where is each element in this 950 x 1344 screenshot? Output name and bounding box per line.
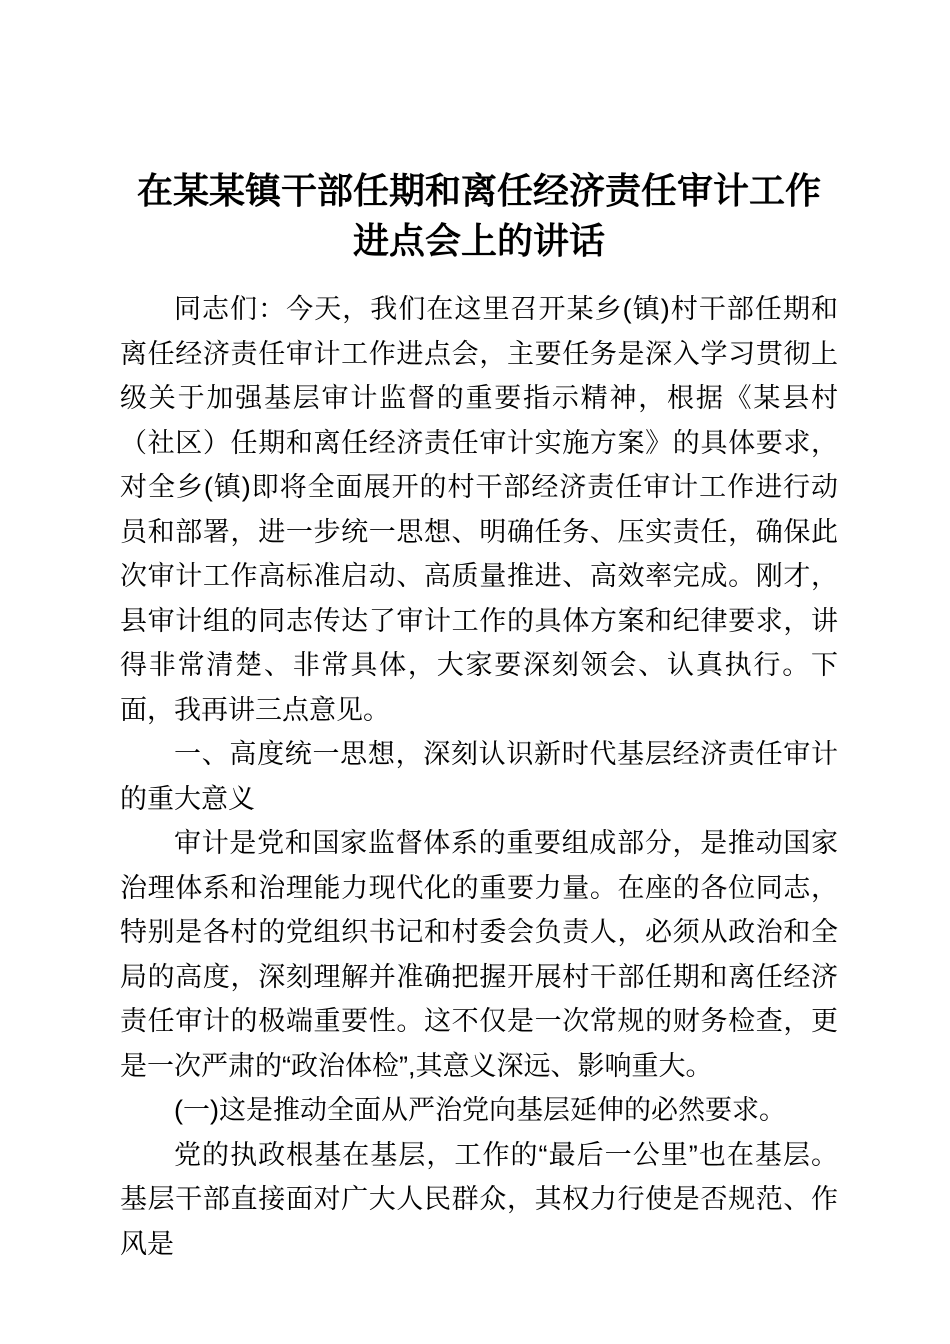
section-heading-1: 一、高度统一思想，深刻认识新时代基层经济责任审计的重大意义	[120, 739, 838, 814]
section-1-body-paragraph: 审计是党和国家监督体系的重要组成部分，是推动国家治理体系和治理能力现代化的重要力量。在座的各位同志，特别是各村的党组织书记和村委会负责人，必须从政治和全局的高度，深刻理解并准确把握开展村干部任期和离任经济责任审计的极端重要性。这不仅是一次常规的财务检查，更是一次严肃的“政治体检”,其意义深远、影响重大。	[120, 828, 838, 1081]
opening-paragraph: 同志们：今天，我们在这里召开某乡(镇)村干部任期和离任经济责任审计工作进点会，主要任务是深入学习贯彻上级关于加强基层审计监督的重要指示精神，根据《某县村 （社区）任期和离任经济责任审计实施方案》的具体要求，对全乡(镇)即将全面展开的村干部经济责任审计工作进行动员和部署，进一步统一思想、明确任务、压实责任，确保此次审计工作高标准启动、高质量推进、高效率完成。刚才，县审计组的同志传达了审计工作的具体方案和纪律要求，讲得非常清楚、非常具体，大家要深刻领会、认真执行。下面，我再讲三点意见。	[120, 294, 892, 725]
document-title: 在某某镇干部任期和离任经济责任审计工作进点会上的讲话	[136, 170, 821, 261]
subsection-heading-1: (一)这是推动全面从严治党向基层延伸的必然要求。	[174, 1095, 786, 1125]
subsection-1-body-paragraph: 党的执政根基在基层，工作的“最后一公里”也在基层。基层干部直接面对广大人民群众，其权力行使是否规范、作风是	[120, 1139, 838, 1259]
